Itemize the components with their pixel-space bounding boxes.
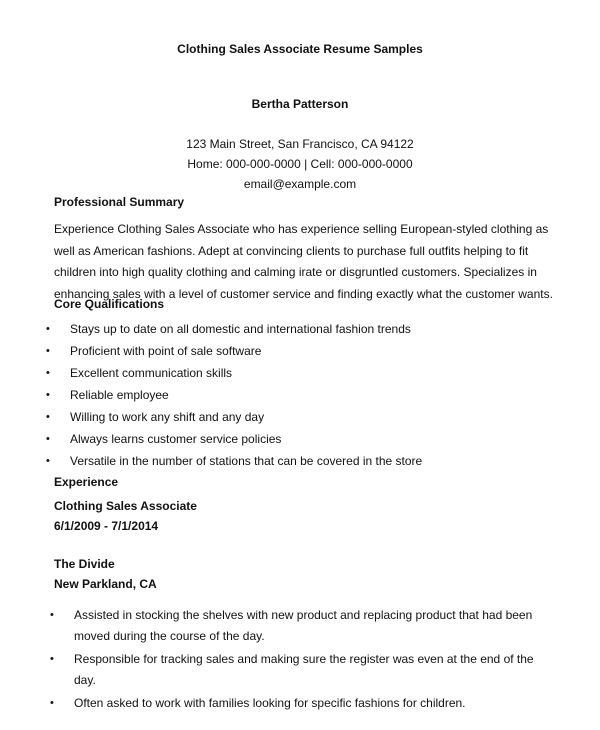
bullet-icon: • [46, 323, 50, 335]
list-item [46, 318, 566, 340]
list-item-text: Reliable employee [70, 388, 169, 402]
company-name: The Divide [54, 557, 115, 571]
list-item-text: Often asked to work with families looking for specific fashions for children. [74, 696, 466, 710]
bullet-icon: • [50, 653, 54, 665]
qualifications-heading: Core Qualifications [54, 297, 165, 311]
contact-phones: Home: 000-000-0000 | Cell: 000-000-0000 [187, 157, 413, 171]
list-item [46, 362, 566, 384]
bullet-icon: • [46, 433, 50, 445]
list-item [50, 605, 550, 647]
list-item [46, 340, 566, 362]
list-item [46, 384, 566, 406]
bullet-icon: • [46, 389, 50, 401]
bullet-icon: • [46, 345, 50, 357]
list-item-text: Willing to work any shift and any day [70, 410, 265, 424]
list-item-text: Proficient with point of sale software [70, 344, 262, 358]
list-item-text: Versatile in the number of stations that can be covered in the store [70, 454, 423, 468]
list-item-text: Stays up to date on all domestic and international fashion trends [70, 322, 411, 336]
list-item-text: Assisted in stocking the shelves with new product and replacing product that had been moved during the course of the day. [74, 608, 533, 643]
document-title: Clothing Sales Associate Resume Samples [177, 42, 423, 56]
list-item [46, 428, 566, 450]
summary-heading: Professional Summary [54, 195, 185, 209]
company-location: New Parkland, CA [54, 577, 157, 591]
summary-text: Experience Clothing Sales Associate who has experience selling European-styled clothing as well as American fashions. Adept at convincing clients to purchase full outfits helping to fit children into high quality clothing and calming irate or disgruntled customers. Specializes in enhancing sales with a level of customer service and finding exactly what the customer wants. [54, 222, 553, 301]
job-title: Clothing Sales Associate [54, 499, 197, 513]
experience-heading: Experience [54, 475, 119, 489]
list-item [50, 693, 550, 714]
bullet-icon: • [50, 697, 54, 709]
job-dates: 6/1/2009 - 7/1/2014 [54, 519, 159, 533]
duties-list [50, 605, 550, 716]
list-item-text: Always learns customer service policies [70, 432, 282, 446]
list-item [46, 406, 566, 428]
contact-email: email@example.com [243, 177, 357, 191]
list-item-text: Responsible for tracking sales and making sure the register was even at the end of the day. [74, 652, 534, 687]
candidate-name: Bertha Patterson [251, 97, 349, 111]
bullet-icon: • [46, 367, 50, 379]
list-item [50, 649, 550, 691]
contact-address: 123 Main Street, San Francisco, CA 94122 [186, 137, 414, 151]
bullet-icon: • [46, 455, 50, 467]
list-item [46, 450, 566, 472]
list-item-text: Excellent communication skills [70, 366, 233, 380]
qualifications-list [46, 318, 566, 472]
bullet-icon: • [50, 609, 54, 621]
bullet-icon: • [46, 411, 50, 423]
